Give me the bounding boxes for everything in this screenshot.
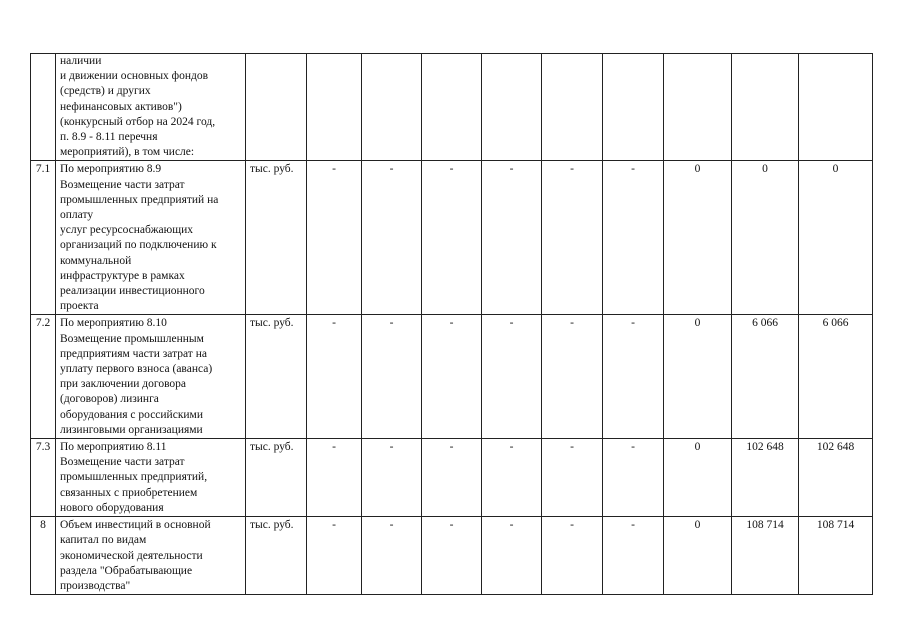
value-cell: 0 — [732, 161, 799, 315]
row-number: 7.1 — [31, 161, 56, 315]
row-number — [31, 54, 56, 161]
value-cell — [422, 54, 482, 161]
value-cell: 6 066 — [732, 315, 799, 439]
value-cell: - — [603, 517, 664, 595]
value-cell: 102 648 — [732, 439, 799, 517]
value-cell — [307, 54, 362, 161]
value-cell — [603, 54, 664, 161]
value-cell: - — [603, 439, 664, 517]
value-cell — [732, 54, 799, 161]
value-cell — [482, 54, 542, 161]
unit-cell — [246, 54, 307, 161]
indicator-name: По мероприятию 8.10 Возмещение промышленным предприятиям части затрат на уплату первого взноса (аванса) при заключении договора (договоров) лизинга оборудования с российскими лизинговыми организациями — [56, 315, 246, 439]
value-cell: - — [422, 439, 482, 517]
value-cell: - — [307, 517, 362, 595]
indicator-name: По мероприятию 8.9 Возмещение части затрат промышленных предприятий на оплату услуг ресурсоснабжающих организаций по подключению к коммунальной инфраструктуре в рамках реализации инвестиционного проекта — [56, 161, 246, 315]
value-cell: 108 714 — [732, 517, 799, 595]
value-cell: - — [482, 517, 542, 595]
table-row — [31, 439, 873, 517]
value-cell — [362, 54, 422, 161]
value-cell: 0 — [799, 161, 873, 315]
value-cell: - — [603, 315, 664, 439]
value-cell: 0 — [664, 315, 732, 439]
table-row — [31, 54, 873, 161]
value-cell: 6 066 — [799, 315, 873, 439]
value-cell: - — [362, 315, 422, 439]
value-cell: - — [307, 161, 362, 315]
value-cell: - — [422, 315, 482, 439]
value-cell: 102 648 — [799, 439, 873, 517]
value-cell: 108 714 — [799, 517, 873, 595]
unit-cell: тыс. руб. — [246, 439, 307, 517]
table-row — [31, 315, 873, 439]
value-cell — [664, 54, 732, 161]
value-cell: - — [307, 439, 362, 517]
row-number: 8 — [31, 517, 56, 595]
value-cell — [542, 54, 603, 161]
indicator-name: Объем инвестиций в основной капитал по видам экономической деятельности раздела "Обрабатывающие производства" — [56, 517, 246, 595]
value-cell: - — [362, 161, 422, 315]
unit-cell: тыс. руб. — [246, 517, 307, 595]
value-cell: - — [482, 439, 542, 517]
value-cell — [799, 54, 873, 161]
value-cell: - — [603, 161, 664, 315]
row-number: 7.2 — [31, 315, 56, 439]
value-cell: - — [482, 161, 542, 315]
value-cell: - — [542, 161, 603, 315]
value-cell: - — [542, 439, 603, 517]
unit-cell: тыс. руб. — [246, 315, 307, 439]
table-row — [31, 517, 873, 595]
value-cell: - — [422, 517, 482, 595]
value-cell: 0 — [664, 517, 732, 595]
indicators-table — [30, 53, 873, 595]
table-row — [31, 161, 873, 315]
value-cell: - — [482, 315, 542, 439]
value-cell: 0 — [664, 161, 732, 315]
indicator-name: наличии и движении основных фондов (средств) и других нефинансовых активов") (конкурсный отбор на 2024 год, п. 8.9 - 8.11 перечня мероприятий), в том числе: — [56, 54, 246, 161]
value-cell: - — [307, 315, 362, 439]
value-cell: 0 — [664, 439, 732, 517]
value-cell: - — [542, 517, 603, 595]
row-number: 7.3 — [31, 439, 56, 517]
value-cell: - — [422, 161, 482, 315]
value-cell: - — [542, 315, 603, 439]
unit-cell: тыс. руб. — [246, 161, 307, 315]
value-cell: - — [362, 439, 422, 517]
value-cell: - — [362, 517, 422, 595]
indicator-name: По мероприятию 8.11 Возмещение части затрат промышленных предприятий, связанных с приобретением нового оборудования — [56, 439, 246, 517]
